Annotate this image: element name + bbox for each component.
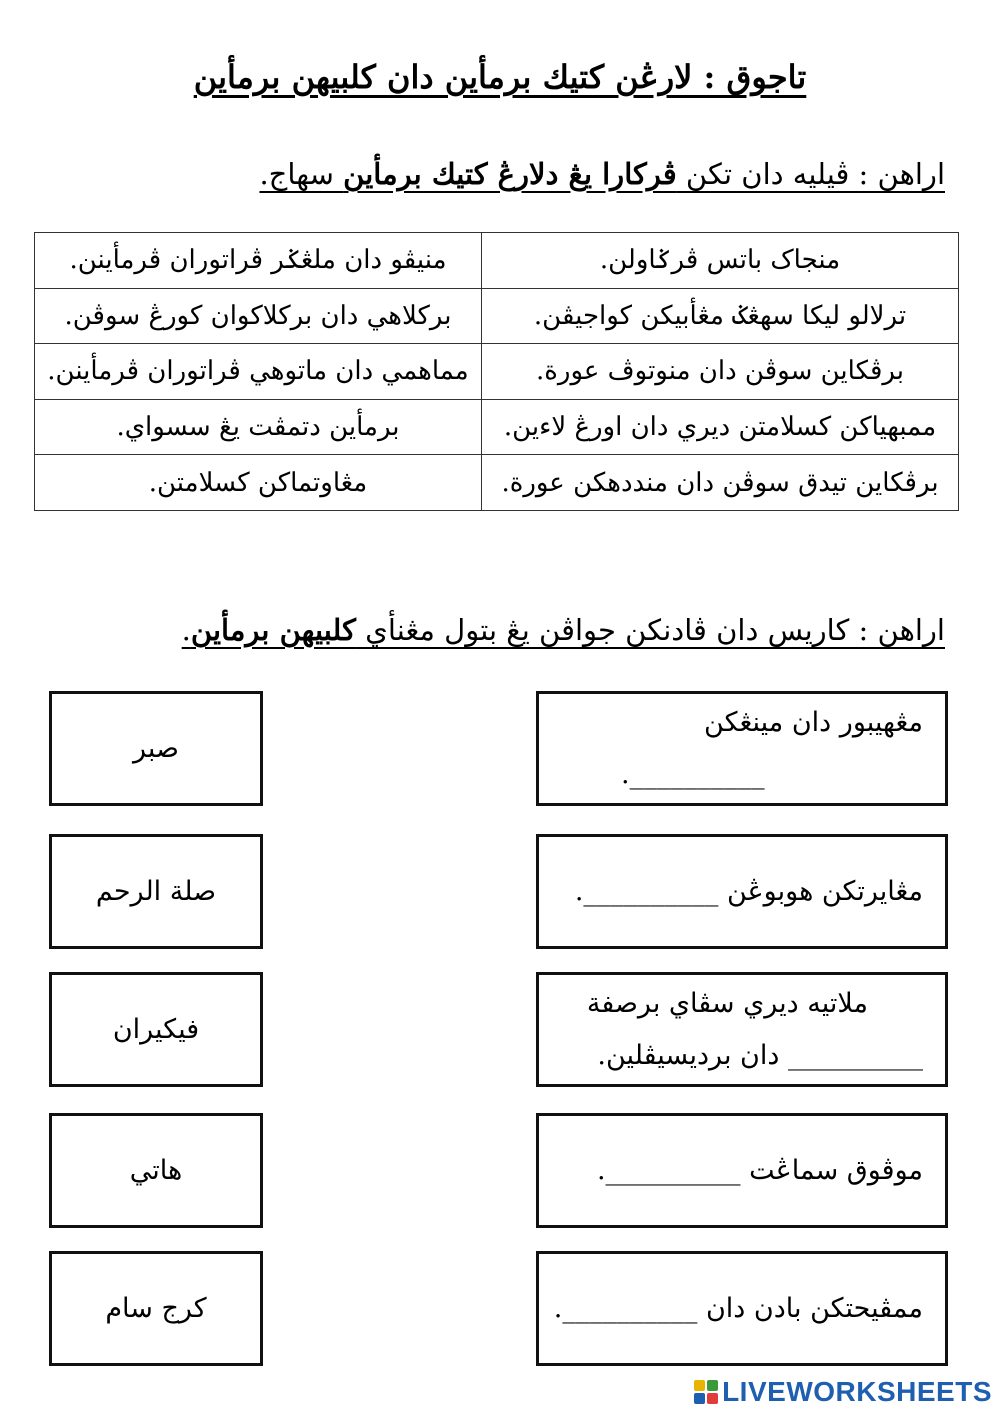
choice-cell[interactable]: برمأين دتمڤت يڠ سسواي. bbox=[35, 399, 482, 455]
word-box[interactable] bbox=[49, 691, 263, 806]
sentence-box[interactable] bbox=[536, 1251, 948, 1366]
word-box[interactable] bbox=[49, 1113, 263, 1228]
choices-table bbox=[34, 232, 959, 511]
choice-cell[interactable]: مڠاوتماكن كسلامتن. bbox=[35, 455, 482, 511]
instruction-1-suffix: سهاج. bbox=[259, 157, 344, 191]
sentence-line: مڠايرتكن هوبوڠن __________. bbox=[574, 875, 923, 907]
choice-cell[interactable]: برڤكاين سوڤن دان منوتوڤ عورة. bbox=[482, 344, 959, 400]
instruction-1-bold: ڤركارا يڠ دلارڠ كتيك برمأين bbox=[343, 157, 677, 191]
word-box[interactable] bbox=[49, 972, 263, 1087]
instruction-1-prefix: اراهن : ڤيليه دان تكن bbox=[676, 157, 945, 191]
table-row bbox=[35, 455, 959, 511]
sentence-box[interactable] bbox=[536, 1113, 948, 1228]
instruction-2-bold: كلبيهن برمأين bbox=[190, 613, 356, 647]
table-row bbox=[35, 399, 959, 455]
sentence-box[interactable] bbox=[536, 834, 948, 949]
word-label: هاتي bbox=[129, 1155, 183, 1186]
table-row bbox=[35, 288, 959, 344]
table-row bbox=[35, 233, 959, 289]
sentence-line: موڤوق سماڠت __________. bbox=[596, 1154, 923, 1186]
sentence-line: ممڤيحتكن بادن دان __________. bbox=[553, 1292, 923, 1324]
choice-cell[interactable]: منيڤو دان ملڠݢر ڤراتوران ڤرمأينن. bbox=[35, 233, 482, 289]
logo-mark-icon bbox=[694, 1380, 718, 1404]
sentence-line: ملاتيه ديري سڤاي برصفة bbox=[586, 987, 868, 1019]
choice-cell[interactable]: برڤكاين تيدق سوڤن دان منددهكن عورة. bbox=[482, 455, 959, 511]
sentence-box[interactable] bbox=[536, 972, 948, 1087]
liveworksheets-logo bbox=[694, 1376, 992, 1408]
choice-cell[interactable]: ممبهياكن كسلامتن ديري دان اورڠ لاءين. bbox=[482, 399, 959, 455]
word-box[interactable] bbox=[49, 834, 263, 949]
choice-cell[interactable]: منجاک باتس ڤرݢاولن. bbox=[482, 233, 959, 289]
page-title: تاجوق : لارڠن كتيك برمأين دان كلبيهن برمأين bbox=[193, 58, 807, 96]
choice-cell[interactable]: مماهمي دان ماتوهي ڤراتوران ڤرمأينن. bbox=[35, 344, 482, 400]
logo-text: LIVEWORKSHEETS bbox=[722, 1376, 992, 1407]
word-label: صلة الرحم bbox=[95, 876, 217, 907]
instruction-2-suffix: . bbox=[181, 613, 191, 647]
word-label: صبر bbox=[133, 733, 179, 764]
logo-square bbox=[694, 1393, 705, 1404]
sentence-line: __________ دان برديسيڤلين. bbox=[597, 1039, 923, 1071]
sentence-line: مڠهيبور دان مينڠكن bbox=[704, 706, 923, 738]
choice-cell[interactable]: بركلاهي دان بركلاكوان كورڠ سوڤن. bbox=[35, 288, 482, 344]
choice-cell[interactable]: ترلالو ليكا سهڠݢ مڠأبيكن كواجيڤن. bbox=[482, 288, 959, 344]
word-box[interactable] bbox=[49, 1251, 263, 1366]
sentence-box[interactable] bbox=[536, 691, 948, 806]
instruction-2-prefix: اراهن : كاريس دان ڤادنكن جواڤن يڠ بتول مڠنأي bbox=[355, 613, 945, 647]
table-row bbox=[35, 344, 959, 400]
word-label: فيكيران bbox=[112, 1014, 200, 1045]
logo-square bbox=[694, 1380, 705, 1391]
instruction-1 bbox=[259, 157, 945, 191]
instruction-2 bbox=[182, 613, 945, 647]
logo-square bbox=[707, 1393, 718, 1404]
logo-square bbox=[707, 1380, 718, 1391]
word-label: كرج سام bbox=[105, 1293, 207, 1324]
sentence-line: __________. bbox=[621, 758, 765, 790]
